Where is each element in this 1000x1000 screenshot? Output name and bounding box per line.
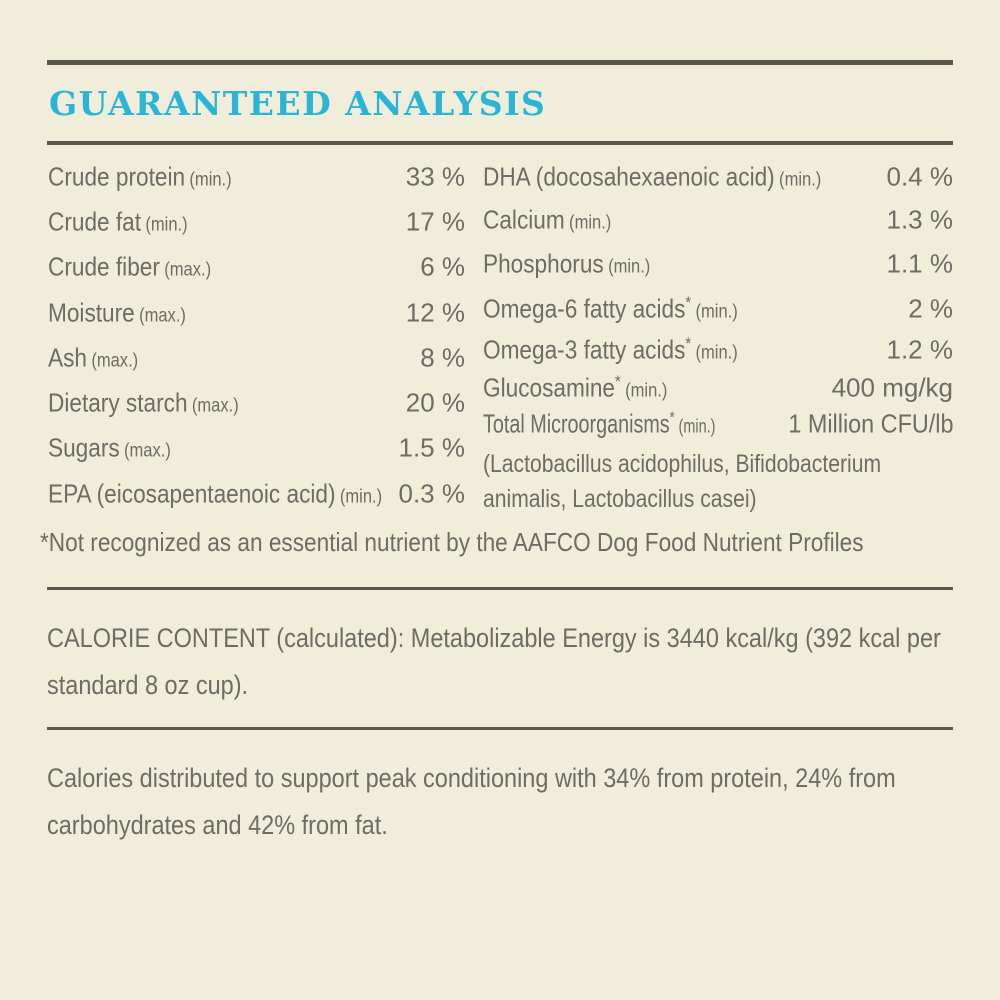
divider-rule bbox=[47, 727, 953, 730]
analysis-right-column bbox=[483, 154, 953, 517]
analysis-row bbox=[483, 154, 953, 199]
nutrient-qualifier: (min.) bbox=[569, 212, 612, 234]
asterisk-marker: * bbox=[685, 333, 692, 353]
nutrient-value: 2 % bbox=[908, 293, 953, 323]
nutrient-value: 1.3 % bbox=[886, 204, 953, 235]
analysis-row bbox=[483, 406, 953, 441]
analysis-row bbox=[483, 199, 953, 241]
nutrient-label: EPA (eicosapentaenoic acid) (min.) bbox=[48, 478, 383, 509]
nutrient-value: 0.4 % bbox=[886, 161, 953, 191]
nutrient-qualifier: (max.) bbox=[91, 350, 139, 372]
nutrient-value: 20 % bbox=[405, 387, 465, 418]
analysis-row bbox=[48, 426, 465, 471]
nutrient-qualifier: (min.) bbox=[695, 301, 738, 322]
nutrient-qualifier: (min.) bbox=[779, 169, 822, 190]
analysis-row bbox=[48, 199, 465, 244]
nutrient-value: 17 % bbox=[405, 206, 465, 237]
nutrient-qualifier: (min.) bbox=[189, 169, 232, 191]
nutrient-label: Crude fat (min.) bbox=[48, 206, 188, 237]
nutrient-qualifier: (min.) bbox=[145, 214, 188, 236]
analysis-row bbox=[48, 290, 465, 335]
nutrient-label: Sugars (max.) bbox=[48, 432, 171, 463]
asterisk-marker: * bbox=[669, 407, 675, 427]
nutrient-label: Omega-6 fatty acids* (min.) bbox=[483, 292, 738, 323]
nutrient-value: 12 % bbox=[405, 297, 465, 328]
nutrient-label: Phosphorus (min.) bbox=[483, 248, 651, 278]
section-title: GUARANTEED ANALYSIS bbox=[49, 84, 547, 123]
nutrient-qualifier: (max.) bbox=[191, 395, 239, 417]
microorganism-species-list: (Lactobacillus acidophilus, Bifidobacterium animalis, Lactobacillus casei) bbox=[483, 450, 882, 513]
nutrient-value: 0.3 % bbox=[398, 478, 465, 509]
analysis-row bbox=[483, 241, 953, 286]
nutrient-label: Calcium (min.) bbox=[483, 204, 612, 235]
calorie-content-paragraph: CALORIE CONTENT (calculated): Metabolizable Energy is 3440 kcal/kg (392 kcal per standard 8 oz cup). bbox=[47, 623, 941, 700]
analysis-row bbox=[48, 471, 465, 516]
nutrient-value: 1.5 % bbox=[398, 432, 465, 463]
nutrient-label: Moisture (max.) bbox=[48, 297, 186, 328]
analysis-row bbox=[483, 286, 953, 331]
analysis-row bbox=[48, 154, 465, 199]
analysis-row bbox=[483, 369, 953, 406]
asterisk-marker: * bbox=[685, 292, 692, 312]
nutrient-value: 8 % bbox=[420, 342, 465, 373]
top-rule bbox=[47, 60, 953, 65]
nutrient-qualifier: (max.) bbox=[124, 440, 171, 462]
nutrient-label: Dietary starch (max.) bbox=[48, 387, 239, 418]
nutrient-qualifier: (min.) bbox=[695, 342, 738, 364]
nutrient-label: Total Microorganisms* (min.) bbox=[483, 407, 716, 438]
analysis-row bbox=[48, 335, 465, 380]
nutrient-label: Crude fiber (max.) bbox=[48, 251, 212, 282]
asterisk-marker: * bbox=[615, 371, 621, 391]
nutrient-label: Crude protein (min.) bbox=[48, 161, 232, 192]
analysis-row bbox=[48, 380, 465, 425]
nutrient-qualifier: (min.) bbox=[678, 416, 716, 437]
nutrient-value: 1.2 % bbox=[886, 334, 953, 365]
analysis-row bbox=[483, 331, 953, 369]
nutrient-value: 400 mg/kg bbox=[831, 372, 953, 402]
nutrient-label: DHA (docosahexaenoic acid) (min.) bbox=[483, 161, 822, 191]
nutrient-value: 6 % bbox=[420, 251, 465, 282]
nutrient-value: 1.1 % bbox=[886, 248, 953, 278]
nutrient-label: Ash (max.) bbox=[48, 342, 139, 373]
nutrient-label: Omega-3 fatty acids* (min.) bbox=[483, 333, 738, 365]
nutrient-qualifier: (min.) bbox=[608, 256, 651, 277]
analysis-left-column bbox=[48, 154, 465, 516]
analysis-row bbox=[48, 245, 465, 290]
nutrient-label: Glucosamine* (min.) bbox=[483, 371, 668, 402]
divider-rule bbox=[47, 587, 953, 590]
nutrient-qualifier: (min.) bbox=[339, 486, 383, 508]
aafco-footnote: *Not recognized as an essential nutrient by the AAFCO Dog Food Nutrient Profiles bbox=[40, 527, 864, 557]
nutrient-qualifier: (max.) bbox=[164, 259, 212, 281]
calorie-distribution-paragraph: Calories distributed to support peak conditioning with 34% from protein, 24% from carbohydrates and 42% from fat. bbox=[47, 763, 896, 840]
nutrient-qualifier: (max.) bbox=[139, 305, 186, 327]
nutrient-value: 1 Million CFU/lb bbox=[787, 408, 953, 438]
title-underline-rule bbox=[47, 141, 953, 145]
nutrient-qualifier: (min.) bbox=[625, 380, 668, 401]
nutrient-value: 33 % bbox=[405, 161, 465, 192]
